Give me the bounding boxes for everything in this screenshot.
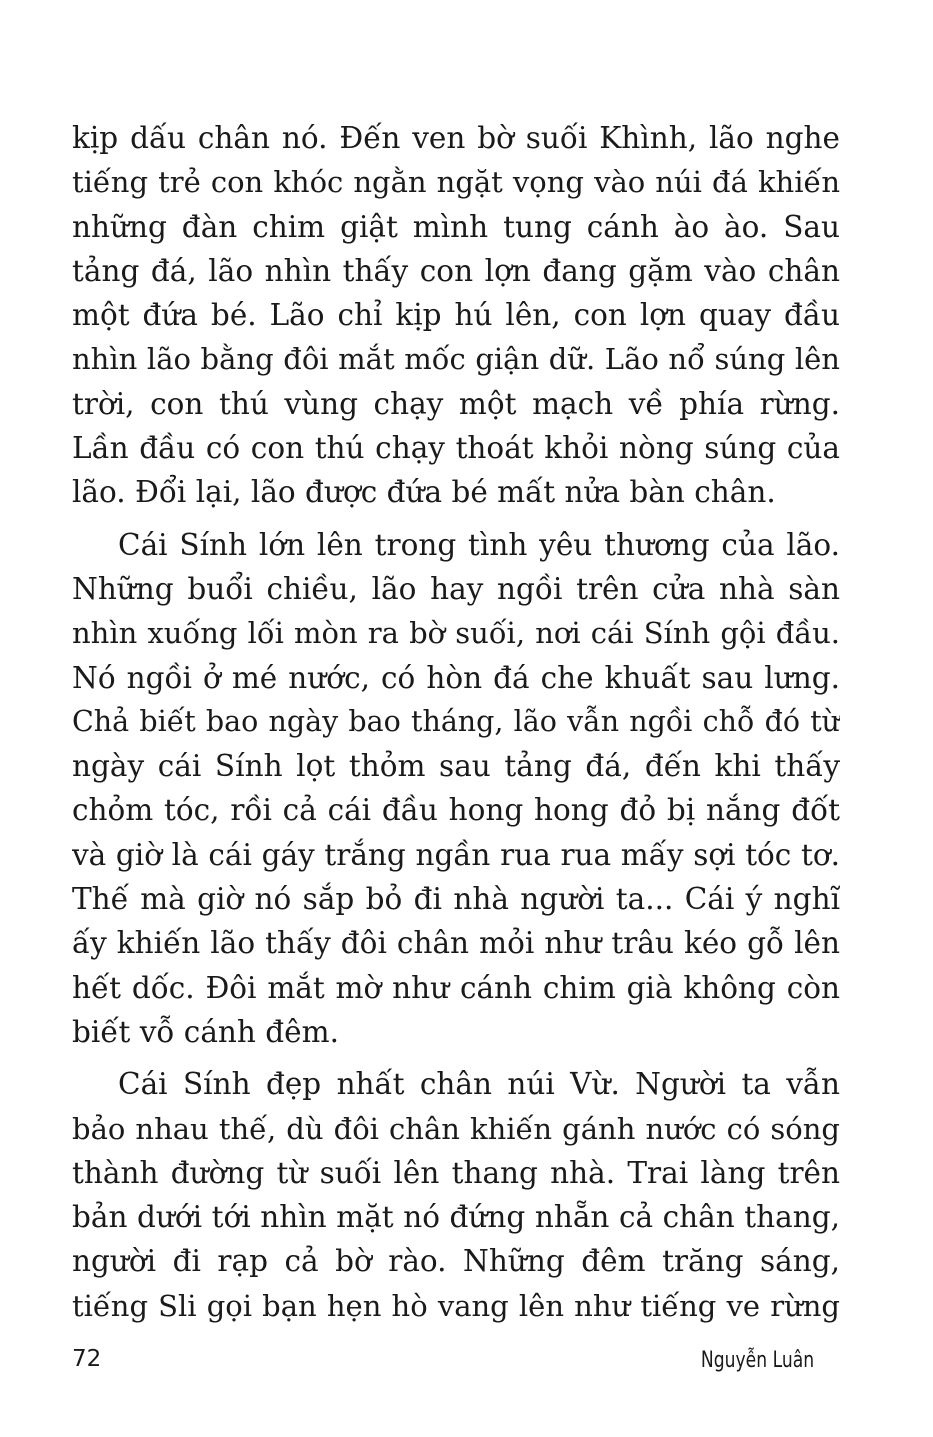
author-name: Nguyễn Luân xyxy=(700,1348,814,1373)
paragraph-gap xyxy=(72,515,840,523)
text-line: ngày cái Sính lọt thỏm sau tảng đá, đến khi thấy xyxy=(72,749,840,784)
paragraph xyxy=(72,523,840,1055)
text-line: chỏm tóc, rồi cả cái đầu hong hong đỏ bị nắng đốt xyxy=(72,793,840,828)
text-line: những đàn chim giật mình tung cánh ào ào. Sau xyxy=(72,209,840,244)
text-line: hết dốc. Đôi mắt mờ như cánh chim già không còn xyxy=(72,970,840,1005)
paragraph xyxy=(72,1062,840,1328)
text-line: Thế mà giờ nó sắp bỏ đi nhà người ta... Cái ý nghĩ xyxy=(72,882,840,917)
text-line: thành đường từ suối lên thang nhà. Trai làng trên xyxy=(72,1155,840,1190)
text-line: Nó ngồi ở mé nước, có hòn đá che khuất sau lưng. xyxy=(72,660,840,695)
text-line: biết vỗ cánh đêm. xyxy=(72,1014,339,1049)
text-line: trời, con thú vùng chạy một mạch về phía rừng. xyxy=(72,386,840,421)
paragraph-gap xyxy=(72,1054,840,1062)
page-footer xyxy=(72,1346,840,1386)
text-line: nhìn xuống lối mòn ra bờ suối, nơi cái Sính gội đầu. xyxy=(72,616,840,651)
text-line: Cái Sính lớn lên trong tình yêu thương của lão. xyxy=(118,527,840,562)
text-line: một đứa bé. Lão chỉ kịp hú lên, con lợn quay đầu xyxy=(72,298,840,333)
page-body xyxy=(72,116,840,1328)
text-line: tảng đá, lão nhìn thấy con lợn đang gặm vào chân xyxy=(72,253,840,288)
text-line: nhìn lão bằng đôi mắt mốc giận dữ. Lão nổ súng lên xyxy=(72,342,840,377)
text-line: lão. Đổi lại, lão được đứa bé mất nửa bàn chân. xyxy=(72,475,776,510)
text-line: kịp dấu chân nó. Đến ven bờ suối Khình, lão nghe xyxy=(72,121,840,155)
paragraph xyxy=(72,116,840,515)
text-line: tiếng trẻ con khóc ngằn ngặt vọng vào núi đá khiến xyxy=(72,165,840,200)
text-line: ấy khiến lão thấy đôi chân mỏi như trâu kéo gỗ lên xyxy=(72,926,840,961)
text-line: Lần đầu có con thú chạy thoát khỏi nòng súng của xyxy=(72,431,840,466)
page-number: 72 xyxy=(72,1346,102,1372)
text-line: bảo nhau thế, dù đôi chân khiến gánh nước có sóng xyxy=(72,1111,840,1146)
text-line: và giờ là cái gáy trắng ngần rua rua mấy sợi tóc tơ. xyxy=(72,837,840,872)
text-line: Chả biết bao ngày bao tháng, lão vẫn ngồi chỗ đó từ xyxy=(72,704,840,738)
text-line: tiếng Sli gọi bạn hẹn hò vang lên như tiếng ve rừng xyxy=(72,1288,840,1323)
text-line: người đi rạp cả bờ rào. Những đêm trăng sáng, xyxy=(72,1244,840,1279)
text-line: Cái Sính đẹp nhất chân núi Vừ. Người ta vẫn xyxy=(118,1067,840,1102)
text-line: bản dưới tới nhìn mặt nó đứng nhẵn cả chân thang, xyxy=(72,1200,840,1235)
text-line: Những buổi chiều, lão hay ngồi trên cửa nhà sàn xyxy=(72,571,840,606)
